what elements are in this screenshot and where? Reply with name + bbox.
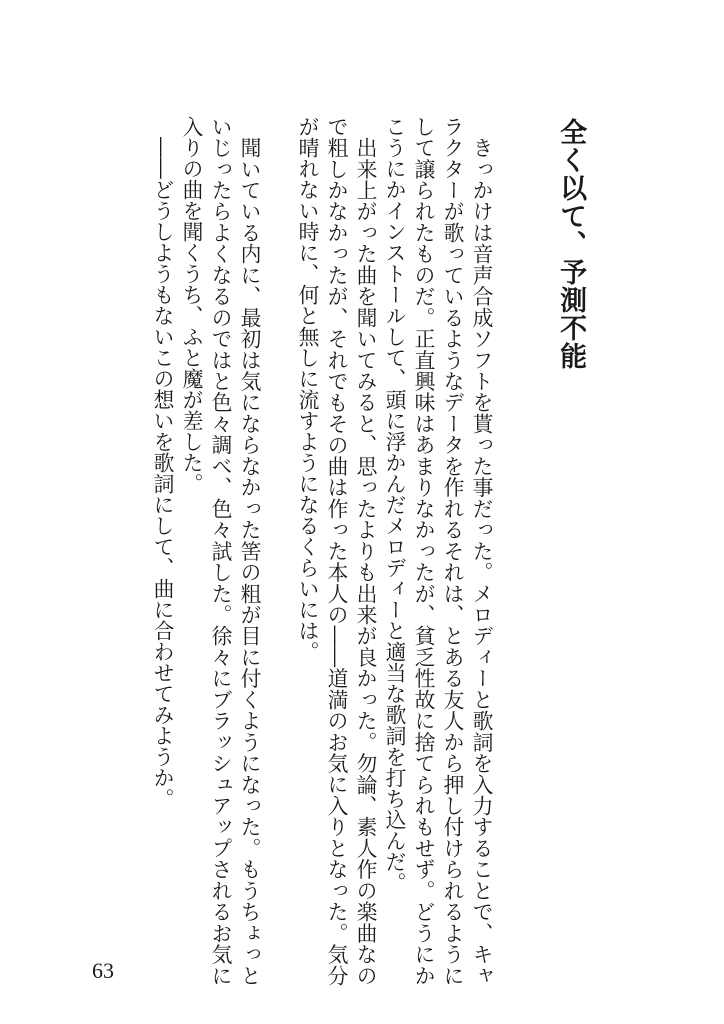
paragraph-1: きっかけは音声合成ソフトを貰った事だった。メロディーと歌詞を入力することで、キャラクターが歌っているようなデータを作れるそれは、とある友人から押し付けられるようにして譲られたものだ。正直興味はあまりなかったが、貧乏性故に捨てられもせず。どうにかこうにかインストールして、頭に浮かんだメロディーと適当な歌詞を打ち込んだ。 (382, 116, 493, 986)
paragraph-4: ――どうしようもないこの想いを歌詞にして、曲に合わせてみようか。 (150, 116, 174, 809)
paragraph-3: 聞いている内に、最初は気にならなかった筈の粗が目に付くようになった。もうちょっといじったらよくなるのではと色々調べ、色々試した。徐々にブラッシュアップされるお気に入りの曲を聞くうち、ふと魔が差した。 (179, 116, 261, 986)
body-text (147, 116, 495, 986)
paragraph-break (263, 116, 292, 986)
paragraph-2: 出来上がった曲を聞いてみると、思ったよりも出来が良かった。勿論、素人作の楽曲なので粗しかなかったが、それでもその曲は作った本人の――道満のお気に入りとなった。気分が晴れない時に、何と無しに流すようになるくらいには。 (295, 116, 377, 986)
page-number: 63 (92, 958, 114, 983)
chapter-title: 全く以て、予測不能 (555, 118, 587, 370)
